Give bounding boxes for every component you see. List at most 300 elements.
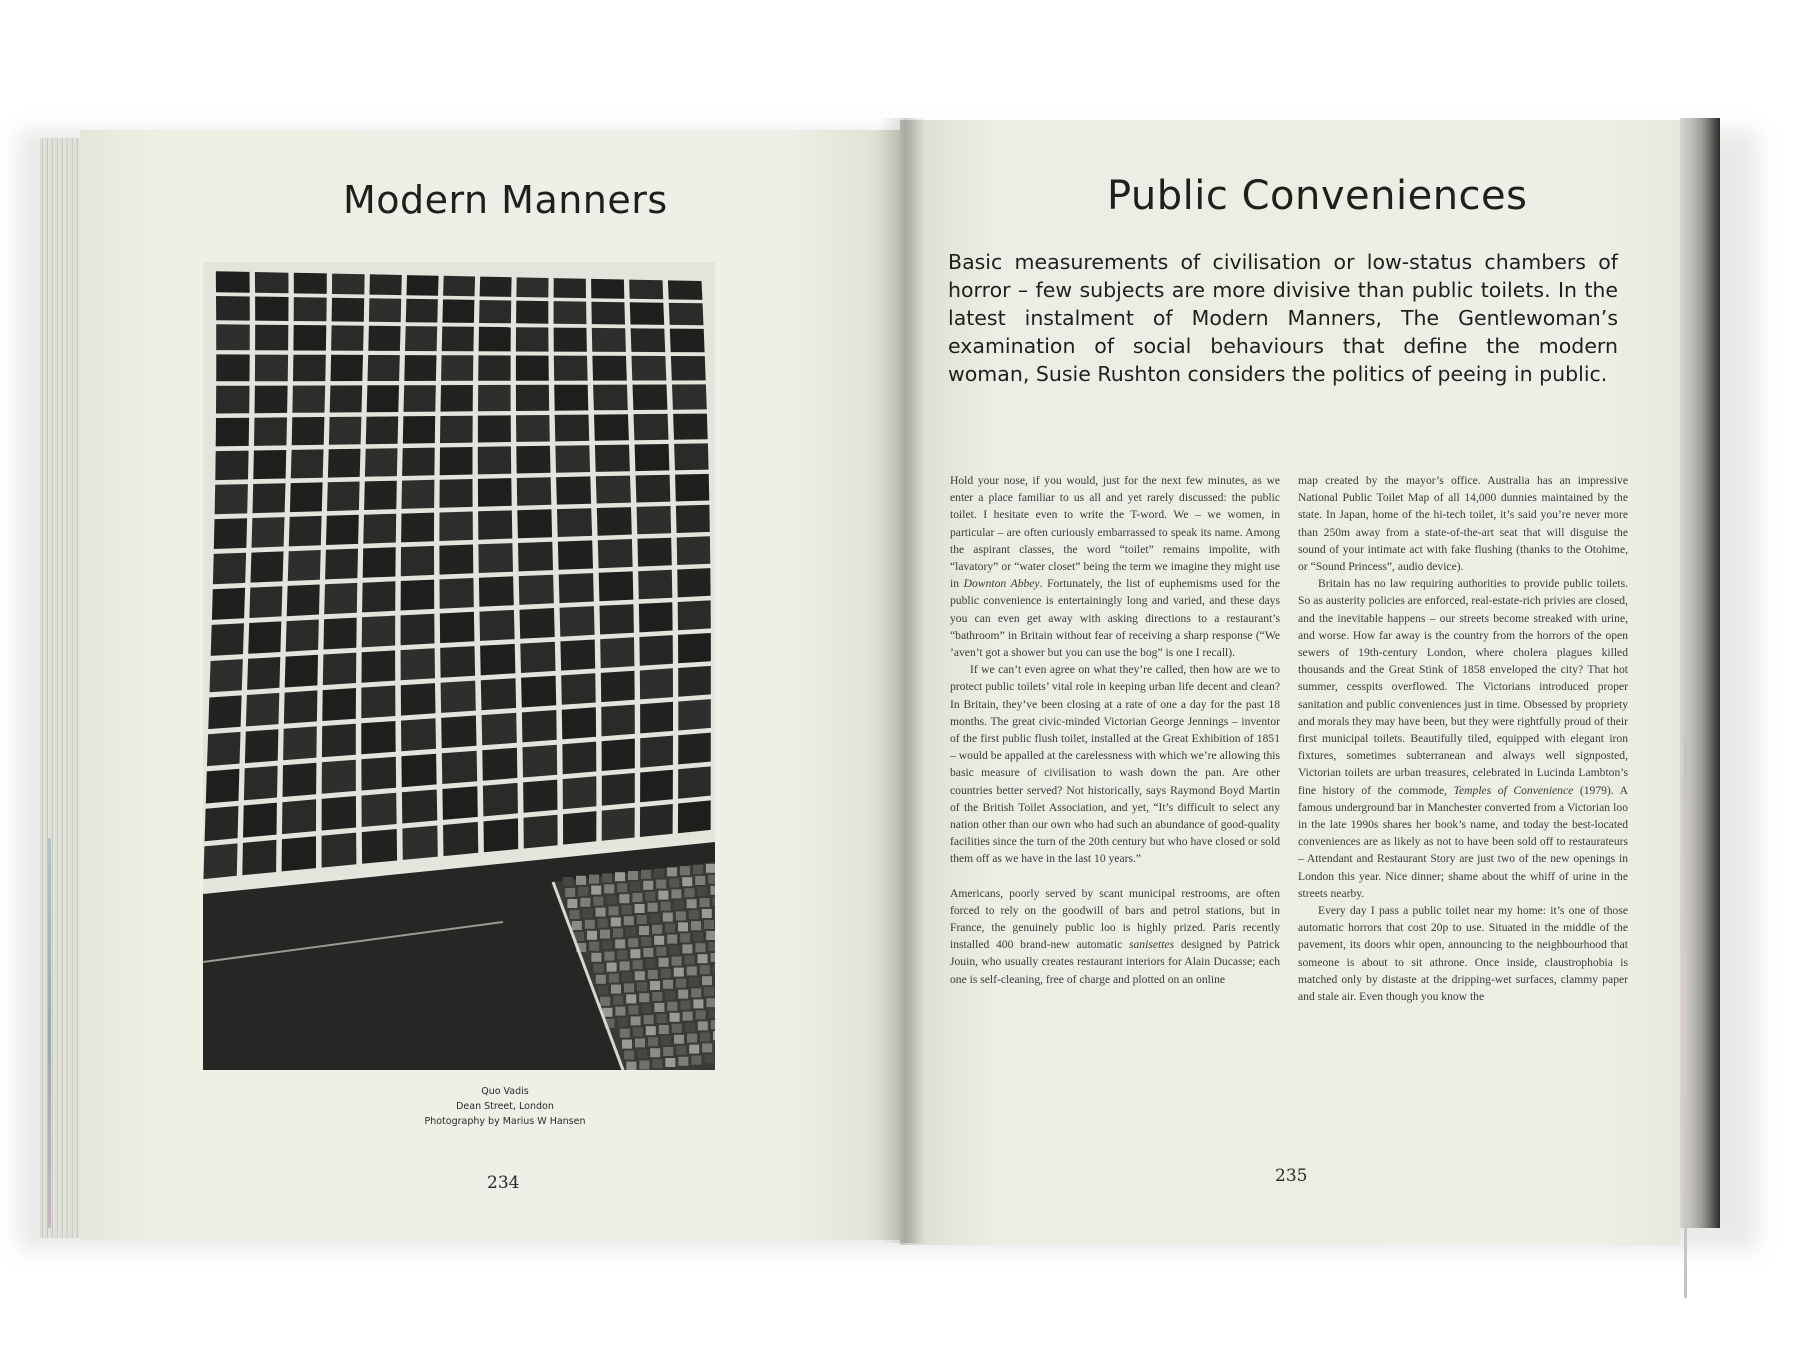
tile [294,273,327,294]
tile [253,450,286,479]
floor-tile [619,894,629,903]
caption-line-3: Photography by Marius W Hansen [424,1116,586,1127]
floor-tile [637,982,647,991]
floor-tile [591,886,601,895]
tile [243,803,277,838]
tile [210,659,243,692]
left-page-edges [40,138,84,1238]
tile [331,355,364,381]
floor-tile [661,902,671,911]
tile [216,324,250,350]
floor-tile [622,972,632,981]
tile [442,299,474,323]
tile [517,477,552,505]
floor-tile [593,897,603,906]
tile [637,506,672,534]
floor-tile [609,974,619,983]
floor-tile [654,1003,664,1012]
tile [478,355,510,380]
tile [406,299,438,323]
tile [322,688,356,721]
tile [401,580,435,611]
tile [640,804,673,837]
floor-tile [620,1029,630,1038]
floor-tile [674,1035,684,1044]
tile [668,280,703,300]
floor-tile [572,921,582,930]
floor-tile [672,957,682,966]
tile [516,277,548,297]
floor-tile [652,1059,662,1068]
floor-tile [667,867,677,876]
floor-tile [689,1045,699,1054]
tile [479,327,511,352]
tile [211,623,244,656]
floor-tile [565,888,575,897]
tile [402,790,437,824]
floor-tile [702,1043,712,1052]
tile [404,355,436,381]
tile [216,271,250,292]
floor-tile [609,906,619,915]
floor-tile [670,1013,680,1022]
floor-tile [704,987,714,996]
tile [562,742,596,775]
floor-tile [661,1036,671,1045]
article-deck: Basic measurements of civilisation or low-status chambers of horror – few subjects are more divisive than public toilets. In the latest instalment of Modern Manners, The Gentlewoman’s examination of social behaviours that define the modern woman, Susie Rushton considers the politics of peeing in public. [948,250,1618,386]
floor-tile [704,920,714,929]
tile [440,479,473,508]
tile [322,796,357,831]
floor-tile [620,961,630,970]
tile [640,736,673,768]
floor-tile [652,925,662,934]
floor-tile [678,1057,688,1066]
tile [443,822,478,856]
floor-tile [682,944,692,953]
left-page-number: 234 [487,1173,520,1193]
tile [407,275,439,296]
tile [480,644,515,676]
tile [678,666,711,697]
tile [479,300,511,323]
tile [554,301,587,324]
tile [323,653,357,686]
left-page-title: Modern Manners [343,178,668,222]
floor-tile [691,1056,701,1065]
article-column-1 [950,472,1280,988]
floor-tile [567,899,577,908]
floor-tile [600,930,610,939]
tile [441,681,476,713]
caption-line-1: Quo Vadis [481,1086,529,1097]
floor-tile [698,954,708,963]
floor-tile [674,900,684,909]
tile [322,760,356,794]
floor-tile [713,897,715,906]
paragraph: Americans, poorly served by scant municipal restrooms, are often forced to rely on the goodwill of bars and petrol stations, but in France, the genuinely public loo is highly prized. Paris recently installed 400 brand-new automatic sanisettes designed by Patrick Jouin, who usually creates restaurant interiors for Alain Ducasse; each one is self-cleaning, free of charge and plotted on an online [950,886,1281,986]
tile [208,695,241,729]
floor-tile [563,877,573,886]
floor-tile [689,910,699,919]
tile [561,673,596,705]
floor-tile [711,953,715,962]
tile [483,783,518,817]
tile [442,327,474,352]
tile [255,272,289,293]
floor-tile [693,865,703,874]
floor-tile [693,932,703,941]
paragraph: Hold your nose, if you would, just for the next few minutes, as we enter a place familiar to us all and yet rarely discussed: the public toilet. I hesitate even to write the T-word. We – we women, in particular – are often curiously embarrassed to speak its name. Among the aspirant classes, the word “toilet” remains impolite, with “lavatory” or “water closet” being the term we imagine they might use in Downton Abbey. Fortunately, the list of euphemisms used for the public convenience is entertainingly long and varied, and these days you can even get away with asking directions to a restaurant’s “bathroom” in Britain without fear of receiving a sharp response (“We ’aven’t got a shower but you can use the bog” is one I recall). [950,474,1281,660]
tile [480,610,515,641]
tile [216,354,250,381]
tile [672,384,707,409]
tile [368,355,400,381]
tile [521,676,556,708]
tile [443,276,475,297]
tile [362,793,397,827]
tile [285,655,318,688]
floor-tile [667,935,677,944]
tile [286,620,319,652]
tile [524,815,558,849]
floor-tile [676,911,686,920]
floor-tile [646,1026,656,1035]
tile [669,303,704,325]
wall-tiles [203,262,715,902]
floor-tile [687,1034,697,1043]
floor-tile [682,877,692,886]
tile [440,612,475,643]
tile [440,447,473,475]
tile [366,416,398,444]
tile [248,621,281,653]
tile [284,690,318,723]
tile [367,385,399,412]
tile [480,277,512,297]
tile [522,710,557,742]
floor-tile [639,993,649,1002]
floor-tile [637,1049,647,1058]
tile [560,606,595,637]
tile [596,476,631,504]
tile [556,476,591,504]
tile [363,547,396,578]
tile [293,355,326,382]
tile [674,443,709,470]
tile [440,646,475,678]
floor-tile [672,1024,682,1033]
tile [204,843,238,879]
tile [671,356,706,381]
floor-tile [633,1027,643,1036]
tile [216,418,249,447]
tile [478,446,511,474]
floor-tile [671,889,681,898]
tile [591,279,624,299]
tile [283,763,317,797]
tile [402,480,435,509]
caption-line-2: Dean Street, London [456,1101,554,1112]
tile [591,302,625,325]
floor-tile [585,920,595,929]
floor-tile [626,994,636,1003]
floor-tile [691,988,701,997]
tile [442,751,477,784]
floor-tile [635,971,645,980]
tile [212,588,245,620]
floor-tile [661,969,671,978]
tile [523,745,558,778]
tile [602,739,635,771]
floor-tile [646,959,656,968]
tile [401,513,434,543]
tile [215,451,248,481]
tile [639,602,673,632]
tile [516,327,549,351]
floor-tile [674,968,684,977]
floor-tile [624,1051,634,1060]
tile [324,618,357,650]
floor-tile [685,1023,695,1032]
tile [554,328,587,352]
floor-tile [631,1016,641,1025]
tile [678,800,711,833]
floor-tile [689,977,699,986]
tile [554,278,586,298]
floor-tile [613,996,623,1005]
tile [638,538,672,567]
floor-tile [628,871,638,880]
tile [291,449,324,478]
floor-tile [680,1001,690,1010]
tile [361,686,395,719]
tile [555,415,590,442]
tile [441,385,473,412]
floor-tile [580,898,590,907]
floor-tile [615,1007,625,1016]
tile [207,732,241,766]
tile [439,545,473,575]
tile [632,356,667,381]
tile [252,517,285,548]
floor-tile [641,1004,651,1013]
floor-tile [583,909,593,918]
tile [673,414,708,440]
tile [635,444,670,471]
tile [282,799,316,834]
tile [290,482,323,512]
tile [361,757,396,791]
floor-tile [696,1010,706,1019]
tile [332,274,365,295]
floor-tile [678,922,688,931]
floor-tile [667,1002,677,1011]
floor-tile [628,938,638,947]
tile [640,668,673,699]
tile [362,616,396,648]
floor-tile [641,870,651,879]
tile [405,326,437,351]
tile [205,806,239,841]
tile [516,415,550,442]
floor-tile [684,888,694,897]
tile [478,385,511,411]
tile [633,385,668,411]
tile [520,642,555,673]
tile [292,417,325,445]
floor-tile [669,946,679,955]
tile [634,414,669,440]
floor-tile [687,966,697,975]
tile-grid-image [203,262,715,1070]
tile [563,811,596,845]
floor-tile [633,960,643,969]
tile [516,385,549,411]
floor-tile [628,1005,638,1014]
floor-tile [598,919,608,928]
floor-tile [698,1021,708,1030]
tile [478,415,511,442]
tile [440,416,473,443]
floor-tile [635,1038,645,1047]
tile [554,385,588,411]
tile [244,766,278,801]
tile [215,484,248,514]
tile [640,702,673,734]
floor-tile [656,880,666,889]
tile [678,600,711,630]
tile [255,297,288,322]
floor-tile [650,1048,660,1057]
tile [370,274,402,295]
floor-tile [676,979,686,988]
floor-tile [710,886,715,895]
tile [402,448,435,476]
floor-tile [576,876,586,885]
floor-tile [604,952,614,961]
floor-tile [693,999,703,1008]
tile [601,671,635,702]
tile [484,818,519,852]
tile [597,507,632,536]
tile [213,553,246,584]
floor-tile [607,963,617,972]
floor-tile [652,992,662,1001]
tile [242,840,276,875]
tile [518,542,553,572]
floor-tile [622,1040,632,1049]
tile [555,445,590,473]
tile [439,512,473,542]
tile [592,356,626,381]
tile [478,478,512,507]
tile [332,298,365,322]
tile [592,328,626,352]
paragraph: map created by the mayor’s office. Australia has an impressive National Public Toilet Map of all 14,000 dunnies maintained by the state. In Japan, home of the hi-tech toilet, it’s said you’re never more than 250m away from a state-of-the-art seat that will disguise the sound of your intimate act with fake flushing (thanks to the Otohime, or “Sound Princess”, audio device). [1298,474,1628,574]
floor-tile [663,913,673,922]
tile [329,417,362,445]
tile [558,540,593,569]
floor-tile [650,981,660,990]
tile [440,578,474,609]
tile [482,713,517,746]
tile [361,721,395,754]
floor-tile [630,882,640,891]
tile [322,833,357,868]
floor-tile [600,997,610,1006]
tile [206,769,240,804]
tile [519,575,554,605]
floor-tile [702,909,712,918]
tile-photograph [203,262,715,1070]
tile [675,474,709,502]
floor-tile [589,942,599,951]
floor-tile [570,910,580,919]
tile [245,729,279,763]
floor-tile [665,924,675,933]
tile [288,550,321,581]
floor-tile [708,942,715,951]
floor-tile [630,949,640,958]
tile [325,549,358,580]
tile [516,301,548,324]
floor-tile [611,985,621,994]
tile [441,355,473,381]
floor-tile [637,915,647,924]
tile [369,298,401,322]
floor-tile [711,1020,715,1029]
tile [602,773,635,806]
floor-tile [700,1032,710,1041]
tile [595,445,630,472]
tile [638,570,672,600]
floor-tile [643,881,653,890]
floor-tile [650,914,660,923]
tile [401,683,436,716]
tile [478,543,513,573]
floor-tile [641,937,651,946]
tile [678,766,711,798]
floor-tile [676,1046,686,1055]
tile [481,678,516,710]
floor-tile [594,964,604,973]
floor-tile [617,950,627,959]
tile [670,329,705,353]
right-page-number: 235 [1275,1166,1308,1186]
tile [560,640,595,671]
tile [214,518,247,549]
tile [678,699,711,730]
tile [331,325,364,350]
tile [600,604,634,634]
tile [401,614,435,646]
floor-tile [708,875,715,884]
right-page-edges [1680,118,1720,1228]
tile [479,576,514,607]
floor-tile [645,892,655,901]
tile [326,515,359,545]
tile [364,481,397,510]
tile [253,483,286,513]
floor-tile [713,1031,715,1040]
article-column-2 [1298,472,1628,1005]
floor-tile [617,883,627,892]
floor-tile [709,1009,715,1018]
tile [362,650,396,682]
tile [678,733,711,765]
tile [402,826,437,860]
